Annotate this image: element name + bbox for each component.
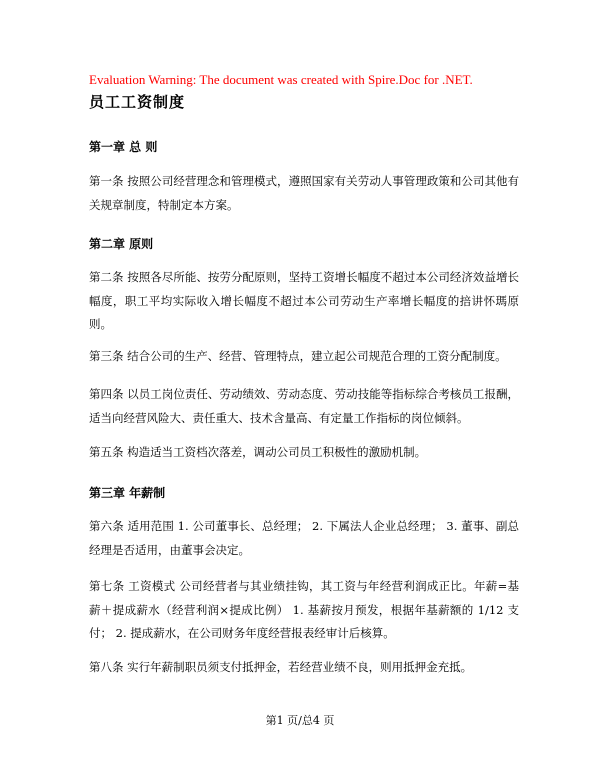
evaluation-warning: Evaluation Warning: The document was created with Spire.Doc for .NET.: [89, 72, 473, 87]
article-2: 第二条 按照各尽所能、按劳分配原则，坚持工资增长幅度不超过本公司经济效益增长幅度，职工平均实际收入增长幅度不超过本公司劳动生产率增长幅度的掊讲怀瑪原则。: [89, 270, 519, 331]
article-8: 第八条 实行年薪制职员须支付抵押金，若经营业绩不良，则用抵押金充抵。: [89, 660, 473, 674]
document-title: 员工工资制度: [89, 93, 186, 111]
article-1: 第一条 按照公司经营理念和管理模式，遵照国家有关劳动人事管理政策和公司其他有关规章制度，特制定本方案。: [89, 174, 519, 212]
chapter-1-heading: 第一章 总 则: [89, 140, 158, 154]
article-7: 第七条 工资模式 公司经营者与其业绩挂钩，其工资与年经营利润成正比。年薪=基薪＋提成薪水（经营利润×提成比例） 1. 基薪按月预发，根据年基薪额的 1/12 支付； 2. 提成薪水，在公司财务年度经营报表经审计后核算。: [89, 579, 519, 640]
page-footer: 第1 页/总4 页: [265, 714, 335, 727]
article-3: 第三条 结合公司的生产、经营、管理特点，建立起公司规范合理的工资分配制度。: [89, 349, 507, 363]
article-5: 第五条 构造适当工资档次落差，调动公司员工积极性的激励机制。: [89, 445, 427, 459]
chapter-2-heading: 第二章 原则: [89, 237, 154, 251]
article-4: 第四条 以员工岗位责任、劳动绩效、劳动态度、劳动技能等指标综合考核员工报酬，适当向经营风险大、责任重大、技术含量高、有定量工作指标的岗位倾斜。: [89, 387, 519, 425]
chapter-3-heading: 第三章 年薪制: [89, 486, 166, 500]
article-6: 第六条 适用范围 1. 公司董事长、总经理； 2. 下属法人企业总经理； 3. 董事、副总经理是否适用，由董事会决定。: [89, 519, 519, 557]
